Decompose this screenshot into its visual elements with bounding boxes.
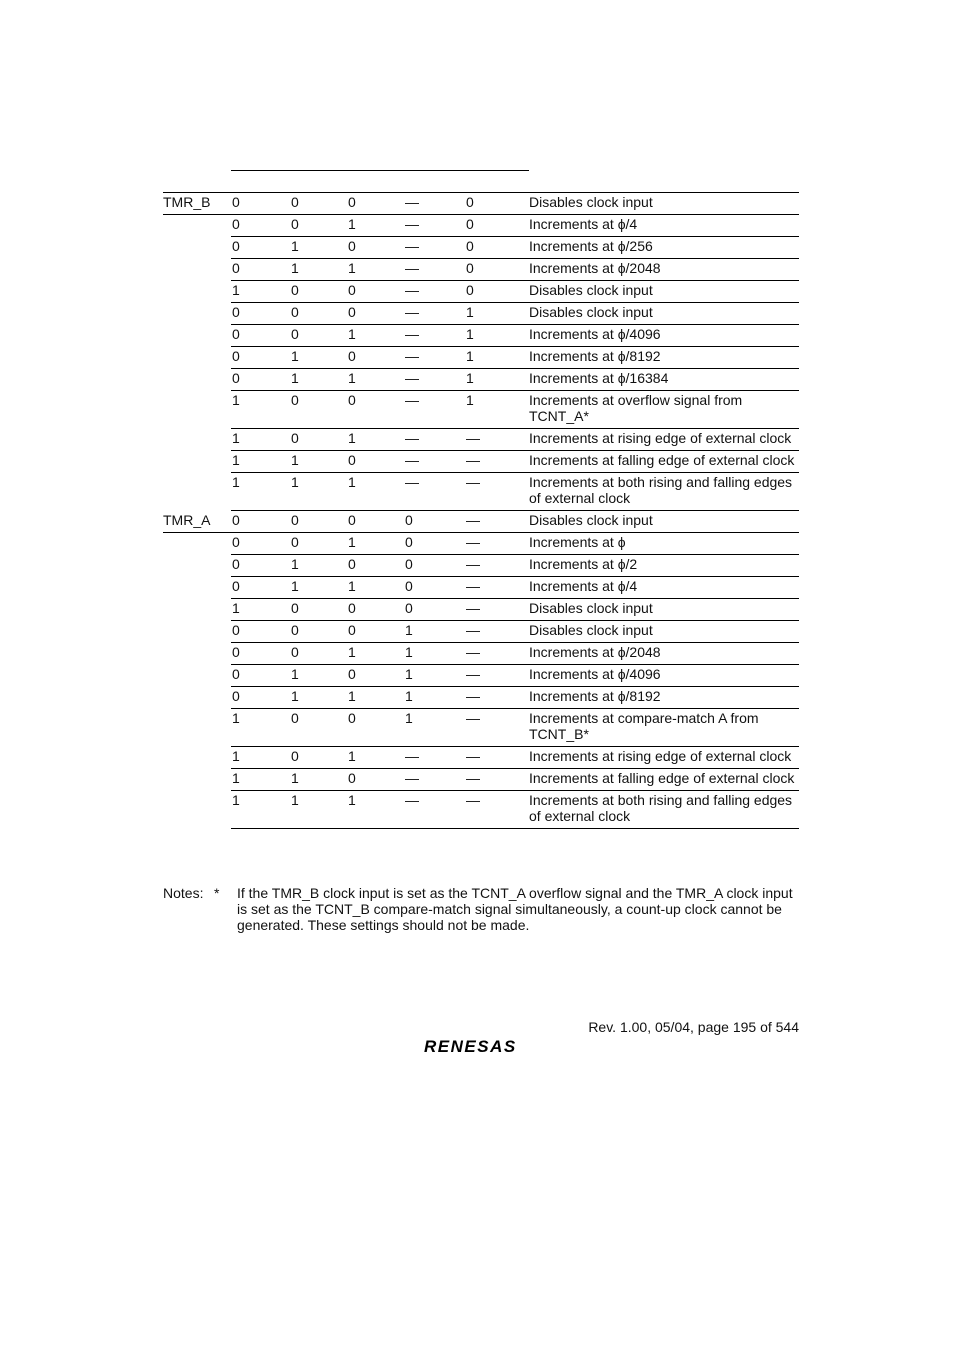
bit-cell: 0: [232, 260, 240, 276]
bit-cell: 0: [232, 348, 240, 364]
bit-cell: 1: [232, 392, 240, 408]
description-cell: Increments at both rising and falling edges of external clock: [529, 792, 793, 824]
bit-cell: 1: [466, 370, 474, 386]
description-cell: Disables clock input: [529, 622, 653, 638]
bit-cell: 1: [348, 430, 356, 446]
bit-cell: 1: [466, 392, 474, 408]
description-cell: Increments at ϕ/8192: [529, 348, 661, 364]
bit-cell: 0: [291, 304, 299, 320]
bit-cell: —: [405, 370, 419, 386]
bit-cell: 0: [232, 578, 240, 594]
description-cell: Increments at ϕ/16384: [529, 370, 669, 386]
description-cell: Increments at overflow signal from TCNT_A*: [529, 392, 743, 424]
table-row: [231, 215, 799, 237]
bit-cell: 0: [232, 622, 240, 638]
table-row: [231, 369, 799, 391]
bit-cell: 0: [466, 238, 474, 254]
notes-text: If the TMR_B clock input is set as the TCNT_A overflow signal and the TMR_A clock input is set as the TCNT_B compare-match signal simultaneously, a count-up clock cannot be generated. These settings should not be made.: [237, 885, 793, 933]
bit-cell: 1: [232, 710, 240, 726]
bit-cell: —: [466, 578, 480, 594]
bit-cell: 0: [348, 710, 356, 726]
bit-cell: 0: [291, 710, 299, 726]
table-row: [163, 193, 799, 215]
bit-cell: —: [405, 392, 419, 408]
bit-cell: 1: [232, 452, 240, 468]
table-row: [231, 281, 799, 303]
bit-cell: 0: [232, 644, 240, 660]
description-cell: Disables clock input: [529, 600, 653, 616]
renesas-logo-icon: [422, 1036, 542, 1056]
bit-cell: 1: [348, 748, 356, 764]
description-cell: Disables clock input: [529, 282, 653, 298]
bit-cell: 0: [291, 430, 299, 446]
bit-cell: 1: [348, 326, 356, 342]
bit-cell: 1: [232, 770, 240, 786]
page-footer-revision: Rev. 1.00, 05/04, page 195 of 544: [588, 1019, 799, 1035]
bit-cell: 0: [466, 260, 474, 276]
bit-cell: —: [405, 792, 419, 808]
description-cell: Increments at ϕ/4096: [529, 326, 661, 342]
bit-cell: —: [405, 194, 419, 210]
bit-cell: 0: [232, 304, 240, 320]
bit-cell: —: [405, 282, 419, 298]
bit-cell: 0: [405, 534, 413, 550]
bit-cell: 0: [405, 512, 413, 528]
bit-cell: 0: [405, 556, 413, 572]
bit-cell: —: [405, 304, 419, 320]
bit-cell: 0: [348, 348, 356, 364]
bit-cell: 1: [405, 688, 413, 704]
bit-cell: 0: [232, 556, 240, 572]
bit-cell: 1: [348, 644, 356, 660]
bit-cell: —: [466, 792, 480, 808]
notes-asterisk: *: [214, 885, 220, 901]
clock-select-table: [163, 192, 799, 829]
table-row: [231, 473, 799, 511]
bit-cell: —: [405, 748, 419, 764]
bit-cell: 1: [291, 474, 299, 490]
bit-cell: 0: [232, 688, 240, 704]
bit-cell: 1: [348, 534, 356, 550]
bit-cell: 1: [291, 556, 299, 572]
bit-cell: 1: [232, 474, 240, 490]
header-rule: [231, 170, 529, 171]
table-row: [231, 259, 799, 281]
bit-cell: —: [466, 688, 480, 704]
bit-cell: 0: [348, 194, 356, 210]
bit-cell: —: [405, 474, 419, 490]
bit-cell: 1: [232, 600, 240, 616]
bit-cell: 0: [291, 534, 299, 550]
bit-cell: 1: [348, 216, 356, 232]
description-cell: Disables clock input: [529, 194, 653, 210]
description-cell: Increments at compare-match A from TCNT_B*: [529, 710, 759, 742]
bit-cell: 0: [291, 512, 299, 528]
bit-cell: 1: [348, 474, 356, 490]
description-cell: Increments at falling edge of external clock: [529, 770, 795, 786]
table-row: [231, 577, 799, 599]
table-row: [231, 347, 799, 369]
bit-cell: —: [466, 512, 480, 528]
bit-cell: 1: [291, 260, 299, 276]
bit-cell: —: [405, 238, 419, 254]
bit-cell: 1: [291, 688, 299, 704]
bit-cell: 1: [466, 326, 474, 342]
description-cell: Increments at rising edge of external clock: [529, 430, 792, 446]
bit-cell: —: [466, 600, 480, 616]
description-cell: Increments at ϕ/4: [529, 578, 638, 594]
description-cell: Increments at both rising and falling edges of external clock: [529, 474, 793, 506]
bit-cell: 1: [466, 304, 474, 320]
bit-cell: 1: [291, 792, 299, 808]
bit-cell: 1: [232, 430, 240, 446]
bit-cell: —: [405, 452, 419, 468]
table-row: [231, 555, 799, 577]
description-cell: Disables clock input: [529, 304, 653, 320]
bit-cell: 0: [348, 556, 356, 572]
bit-cell: 1: [348, 688, 356, 704]
bit-cell: —: [405, 260, 419, 276]
row-group-label: TMR_B: [163, 194, 211, 210]
table-row: [231, 325, 799, 347]
renesas-logo: [422, 1036, 542, 1059]
bit-cell: —: [466, 644, 480, 660]
logo-wordmark: RENESAS: [424, 1037, 517, 1056]
description-cell: Increments at ϕ/2048: [529, 644, 661, 660]
description-cell: Increments at ϕ/8192: [529, 688, 661, 704]
bit-cell: 1: [291, 578, 299, 594]
table-row: [231, 747, 799, 769]
bit-cell: 1: [348, 370, 356, 386]
bit-cell: —: [405, 430, 419, 446]
table-row: [231, 451, 799, 473]
bit-cell: 0: [232, 512, 240, 528]
description-cell: Increments at ϕ/2: [529, 556, 638, 572]
bit-cell: 0: [232, 238, 240, 254]
bit-cell: —: [466, 770, 480, 786]
bit-cell: 0: [466, 282, 474, 298]
bit-cell: 1: [232, 792, 240, 808]
bit-cell: 0: [348, 392, 356, 408]
bit-cell: 0: [291, 392, 299, 408]
description-cell: Increments at falling edge of external clock: [529, 452, 795, 468]
table-row: [231, 391, 799, 429]
bit-cell: 1: [348, 260, 356, 276]
bit-cell: —: [405, 348, 419, 364]
table-row: [231, 429, 799, 451]
description-cell: Increments at ϕ: [529, 534, 626, 550]
bit-cell: —: [466, 430, 480, 446]
table-row: [231, 533, 799, 555]
bit-cell: 0: [232, 194, 240, 210]
bit-cell: 1: [291, 370, 299, 386]
bit-cell: 0: [348, 622, 356, 638]
bit-cell: 1: [405, 710, 413, 726]
bit-cell: 0: [348, 452, 356, 468]
bit-cell: 1: [232, 282, 240, 298]
description-cell: Increments at rising edge of external clock: [529, 748, 792, 764]
table-row: [163, 511, 799, 533]
bit-cell: 0: [291, 600, 299, 616]
bit-cell: 1: [232, 748, 240, 764]
bit-cell: 0: [348, 304, 356, 320]
bit-cell: 0: [232, 666, 240, 682]
bit-cell: 0: [232, 534, 240, 550]
bit-cell: 0: [291, 748, 299, 764]
bit-cell: —: [466, 556, 480, 572]
bit-cell: 0: [232, 216, 240, 232]
bit-cell: —: [466, 710, 480, 726]
bit-cell: 1: [466, 348, 474, 364]
bit-cell: 0: [232, 370, 240, 386]
bit-cell: 0: [348, 238, 356, 254]
description-cell: Disables clock input: [529, 512, 653, 528]
table-row: [231, 687, 799, 709]
notes-label: Notes:: [163, 885, 204, 901]
bit-cell: 1: [405, 644, 413, 660]
bit-cell: —: [405, 216, 419, 232]
row-group-label: TMR_A: [163, 512, 211, 528]
bit-cell: 0: [348, 512, 356, 528]
bit-cell: 0: [291, 282, 299, 298]
bit-cell: 1: [405, 666, 413, 682]
bit-cell: 0: [466, 216, 474, 232]
bit-cell: 0: [405, 578, 413, 594]
bit-cell: 1: [405, 622, 413, 638]
bit-cell: 0: [348, 770, 356, 786]
bit-cell: 0: [291, 194, 299, 210]
table-row: [231, 303, 799, 325]
bit-cell: 0: [291, 216, 299, 232]
table-row: [231, 599, 799, 621]
bit-cell: —: [466, 666, 480, 682]
table-row: [231, 621, 799, 643]
bit-cell: 1: [348, 792, 356, 808]
bit-cell: 0: [348, 666, 356, 682]
bit-cell: 1: [291, 348, 299, 364]
table-row: [231, 643, 799, 665]
description-cell: Increments at ϕ/256: [529, 238, 653, 254]
bit-cell: 0: [232, 326, 240, 342]
bit-cell: 0: [405, 600, 413, 616]
table-row: [231, 665, 799, 687]
bit-cell: 0: [466, 194, 474, 210]
bit-cell: —: [466, 452, 480, 468]
table-row: [231, 791, 799, 829]
bit-cell: —: [466, 474, 480, 490]
bit-cell: 0: [291, 622, 299, 638]
bit-cell: —: [405, 326, 419, 342]
description-cell: Increments at ϕ/4: [529, 216, 638, 232]
bit-cell: —: [405, 770, 419, 786]
bit-cell: 1: [348, 578, 356, 594]
bit-cell: 1: [291, 770, 299, 786]
table-row: [231, 769, 799, 791]
bit-cell: 1: [291, 238, 299, 254]
bit-cell: —: [466, 622, 480, 638]
bit-cell: 1: [291, 452, 299, 468]
description-cell: Increments at ϕ/2048: [529, 260, 661, 276]
bit-cell: 1: [291, 666, 299, 682]
table-row: [231, 709, 799, 747]
bit-cell: 0: [348, 282, 356, 298]
bit-cell: —: [466, 748, 480, 764]
bit-cell: 0: [291, 326, 299, 342]
description-cell: Increments at ϕ/4096: [529, 666, 661, 682]
bit-cell: 0: [291, 644, 299, 660]
bit-cell: —: [466, 534, 480, 550]
table-row: [231, 237, 799, 259]
bit-cell: 0: [348, 600, 356, 616]
